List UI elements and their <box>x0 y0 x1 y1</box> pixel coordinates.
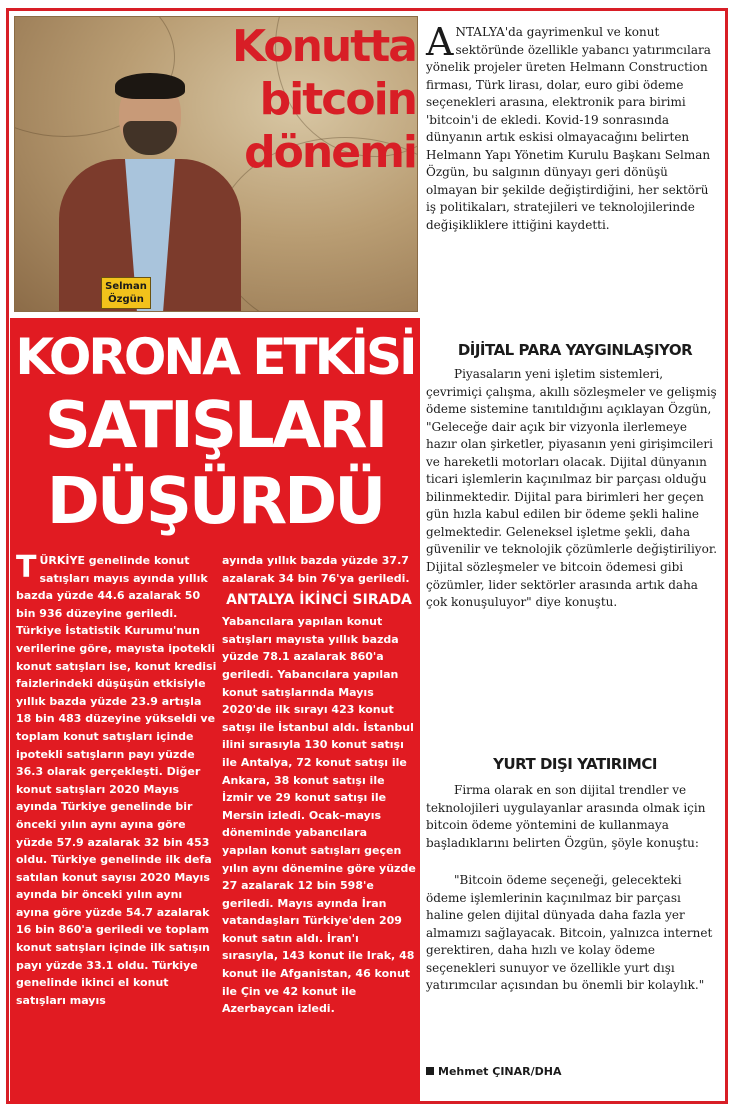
bullet-icon <box>426 1067 434 1075</box>
section-subhead: YURT DIŞI YATIRIMCI <box>493 755 657 773</box>
red-right-column <box>222 552 416 1018</box>
red-panel <box>10 318 420 1104</box>
name-tag-first: Selman <box>105 281 147 292</box>
byline <box>426 1063 720 1081</box>
red-left-column <box>16 552 218 1009</box>
body-text: ayında yıllık bazda yüzde 37.7 azalarak 34 bin 76'ya geriledi. <box>222 554 410 585</box>
dropcap: A <box>426 20 454 64</box>
section-subhead: ANTALYA İKİNCİ SIRADA <box>226 592 412 609</box>
kicker-headline <box>196 20 416 179</box>
section-subhead: DİJİTAL PARA YAYGINLAŞIYOR <box>457 341 693 359</box>
body-text: Yabancılara yapılan konut satışları mayısta yıllık bazda yüzde 78.1 azalarak 860'a geriledi. Yabancılara yapılan konut satışlarında Mayıs 2020'de ilk sırayı 423 konut satışı ile İstanbul aldı. İstanbul ilini sırasıyla 130 konut satışı ile Antalya, 72 konut satışı ile Ankara, 38 konut satışı ile İzmir ve 29 konut satışı ile Mersin izledi. Ocak–mayıs döneminde yabancılara yapılan konut satışları geçen yılın aynı dönemine göre yüzde 27 azalarak 12 bin 598'e geriledi. Mayıs ayında İran vatandaşları Türkiye'den 209 konut satın aldı. İran'ı sırasıyla, 143 konut ile Irak, 48 konut ile Afganistan, 46 konut ile Çin ve 42 konut ile Azerbaycan izledi. <box>222 615 416 1016</box>
body-text: NTALYA'da gayrimenkul ve konut sektöründe özellikle yabancı yatırımcılara yönelik projeler üreten Helmann Construction firması, Türk lirası, dolar, euro gibi ödeme seçenekleri arasına, elektronik para birimi 'bitcoin'i de ekledi. Kovid-19 sonrasında dünyanın artık eskisi olmayacağını belirten Helmann Yapı Yönetim Kurulu Başkanı Selman Özgün, bu salgının dünyayı geri dönüşü olmayan bir şekilde değiştirdiğini, her sektörü iş politikaları, stratejileri ve teknolojilerinde değişikliklere ittiğini kaydetti. <box>426 25 711 233</box>
main-headline-line: KORONA ETKİSİ <box>15 328 415 386</box>
byline-text: Mehmet ÇINAR/DHA <box>438 1065 562 1078</box>
name-tag-last: Özgün <box>108 294 144 305</box>
article-intro <box>426 20 720 235</box>
main-headline-line: DÜŞÜRDÜ <box>46 465 384 539</box>
body-text: ÜRKİYE genelinde konut satışları mayıs ayında yıllık bazda yüzde 44.6 azalarak 50 bin 936 düzeyine geriledi. Türkiye İstatistik Kurumu'nun verilerine göre, mayısta ipotekli konut satışları ise, konut kredisi faizlerindeki düşüşün etkisiyle yıllık bazda yüzde 23.9 artışla 18 bin 483 düzeyine yükseldi ve toplam konut satışları içinde ipotekli satışların payı yüzde 36.3 olarak gerçekleşti. Diğer konut satışları 2020 Mayıs ayında Türkiye genelinde bir önceki yılın aynı ayına göre yüzde 57.9 azalarak 32 bin 453 oldu. Türkiye genelinde ilk defa satılan konut sayısı 2020 Mayıs ayında bir önceki yılın aynı ayına göre yüzde 54.7 azalarak 16 bin 860'a geriledi ve toplam konut satışları içinde ilk satışın payı yüzde 33.1 oldu. Türkiye genelinde ikinci el konut satışları mayıs <box>16 554 217 1007</box>
kicker-line: Konutta <box>232 21 416 72</box>
dropcap: T <box>16 550 37 585</box>
article-quote: "Bitcoin ödeme seçeneği, gelecekteki ödeme işlemlerinin kaçınılmaz bir parçası haline gelen dijital dünyada daha fazla yer almamızı sağlayacak. Bitcoin, yalnızca internet gerektiren, daha hızlı ve kolay ödeme seçenekleri sunuyor ve özellikle yurt dışı yatırımcılar açısından bu önemli bir kolaylık." <box>426 873 713 993</box>
kicker-line: bitcoin <box>259 74 416 125</box>
name-tag <box>101 277 151 309</box>
kicker-line: dönemi <box>244 127 416 178</box>
article-paragraph: Piyasaların yeni işletim sistemleri, çevrimiçi çalışma, akıllı sözleşmeler ve gelişmiş ödeme sistemine tanıtıldığını açıklayan Özgün, "Geleceğe dair açık bir vizyonla ilerlemeye hazır olan şirketler, piyasanın yeni girişimcileri ve hareketli motorları olacak. Dijital dünyanın ticari işlemlerin kaçınılmaz bir parçası olduğu bilinmektedir. Dijital para birimleri her geçen gün hızla kabul edilen bir ödeme şekli haline gelmektedir. Geleneksel işletme şekli, daha güvenilir ve teknolojik çözümlerle değiştiriliyor. Dijital sözleşmeler ve bitcoin ödemesi gibi çözümler, lider sektörler arasında artık daha çok konuşuluyor" diye konuştu. <box>426 367 718 610</box>
article-paragraph: Firma olarak en son dijital trendler ve teknolojileri uygulayanlar arasında olmak için bitcoin ödeme yöntemini de kullanmaya başladıklarını belirten Özgün, şöyle konuştu: <box>426 783 706 850</box>
main-headline-line: SATIŞLARI <box>44 389 386 463</box>
